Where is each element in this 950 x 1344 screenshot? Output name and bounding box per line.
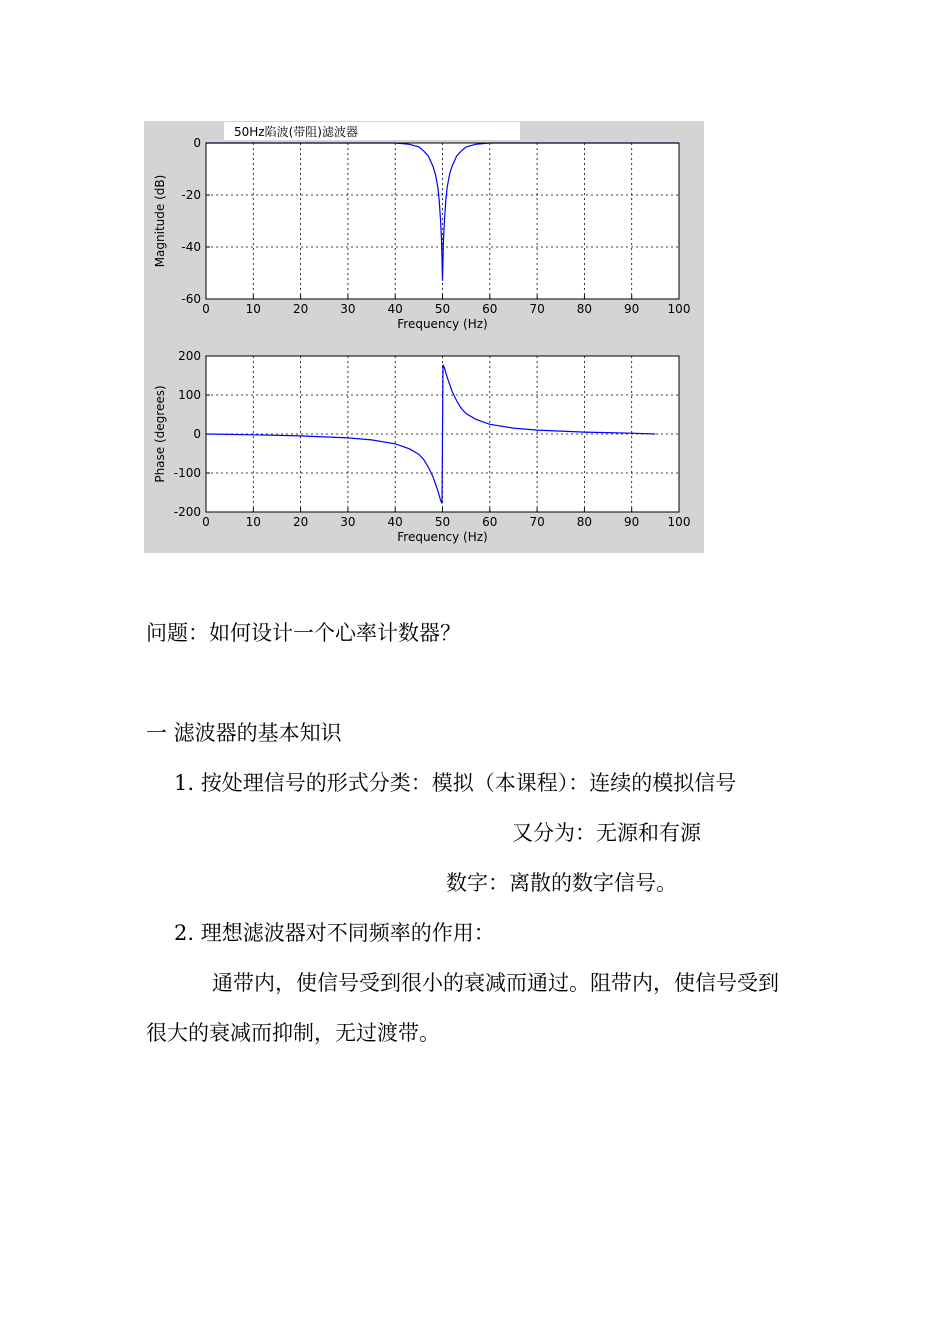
legend-title: 50Hz陷波(带阻)滤波器 — [234, 125, 358, 139]
magnitude-y-tick-label: -60 — [181, 292, 201, 306]
phase-y-tick-label: -200 — [173, 505, 201, 519]
magnitude-y-tick-label: 0 — [193, 136, 201, 150]
phase-x-tick-label: 30 — [340, 515, 356, 529]
magnitude-y-tick-label: -40 — [181, 240, 201, 254]
magnitude-x-tick-label: 80 — [576, 302, 593, 316]
phase-x-tick-label: 50 — [434, 515, 451, 529]
phase-x-tick-label: 100 — [667, 515, 691, 529]
magnitude-x-tick-label: 50 — [434, 302, 451, 316]
phase-x-tick-label: 60 — [482, 515, 498, 529]
phase-y-axis-label: Phase (degrees) — [153, 385, 167, 483]
magnitude-y-axis-label: Magnitude (dB) — [153, 174, 167, 268]
phase-x-tick-label: 0 — [202, 515, 210, 529]
magnitude-x-tick-label: 70 — [529, 302, 545, 316]
magnitude-x-tick-label: 30 — [340, 302, 356, 316]
phase-y-tick-label: 100 — [178, 388, 201, 402]
magnitude-x-axis-label: Frequency (Hz) — [397, 317, 488, 331]
phase-x-axis-label: Frequency (Hz) — [397, 530, 488, 544]
paragraph-line-2: 很大的衰减而抑制，无过渡带。 — [146, 1021, 440, 1045]
filter-response-figure — [144, 121, 704, 553]
question-text: 问题：如何设计一个心率计数器？ — [146, 621, 461, 645]
list-item-1: 1. 按处理信号的形式分类：模拟（本课程）：连续的模拟信号 — [174, 771, 737, 795]
list-item-2: 2. 理想滤波器对不同频率的作用： — [174, 921, 495, 945]
magnitude-x-tick-label: 60 — [482, 302, 498, 316]
phase-x-tick-label: 10 — [245, 515, 261, 529]
magnitude-x-tick-label: 40 — [387, 302, 403, 316]
phase-x-tick-label: 40 — [387, 515, 403, 529]
filter-response-svg — [144, 121, 704, 553]
paragraph-line-1: 通带内，使信号受到很小的衰减而通过。阻带内，使信号受到 — [212, 971, 779, 995]
phase-y-tick-label: 200 — [178, 349, 201, 363]
phase-x-tick-label: 70 — [529, 515, 545, 529]
magnitude-x-tick-label: 90 — [624, 302, 640, 316]
phase-x-tick-label: 80 — [576, 515, 593, 529]
phase-x-tick-label: 90 — [624, 515, 640, 529]
list-item-1-sub-1: 又分为：无源和有源 — [512, 821, 701, 845]
magnitude-x-tick-label: 10 — [245, 302, 261, 316]
list-item-1-sub-2: 数字：离散的数字信号。 — [446, 871, 677, 895]
magnitude-x-tick-label: 100 — [667, 302, 691, 316]
phase-y-tick-label: 0 — [193, 427, 201, 441]
magnitude-x-tick-label: 0 — [202, 302, 210, 316]
magnitude-x-tick-label: 20 — [292, 302, 309, 316]
phase-y-tick-label: -100 — [173, 466, 201, 480]
magnitude-y-tick-label: -20 — [181, 188, 201, 202]
section-heading: 一 滤波器的基本知识 — [146, 721, 342, 745]
phase-x-tick-label: 20 — [292, 515, 309, 529]
